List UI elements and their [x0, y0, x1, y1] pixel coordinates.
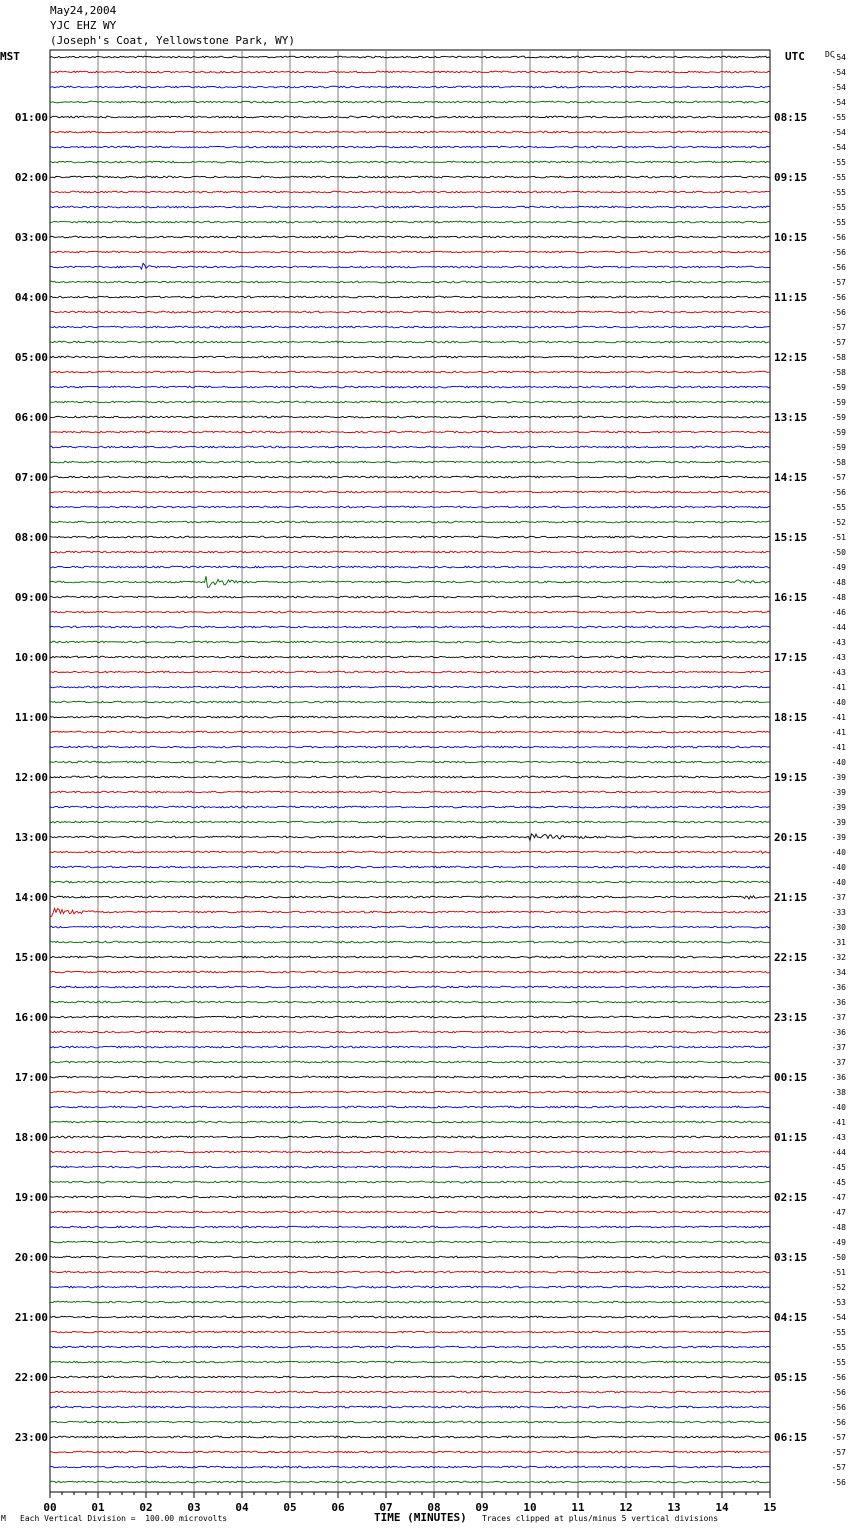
seismic-trace — [50, 401, 770, 403]
seismic-trace — [50, 1241, 770, 1243]
seismic-trace — [50, 821, 770, 823]
seismic-trace — [50, 716, 770, 718]
seismic-trace — [50, 761, 770, 763]
utc-hour-label: 09:15 — [774, 171, 808, 184]
dc-offset-label: -43 — [831, 638, 846, 647]
seismic-trace — [50, 1316, 770, 1318]
dc-offset-label: -54 — [831, 128, 846, 137]
x-tick-label: 15 — [763, 1501, 777, 1514]
seismic-trace — [50, 1076, 770, 1078]
dc-offset-label: -52 — [831, 1283, 846, 1292]
seismic-trace — [50, 626, 770, 628]
utc-hour-label: 08:15 — [774, 111, 808, 124]
dc-offset-label: -37 — [831, 893, 846, 902]
mst-hour-label: 22:00 — [14, 1371, 48, 1384]
x-tick-label: 14 — [715, 1501, 729, 1514]
seismic-trace — [50, 551, 770, 553]
dc-offset-label: -57 — [831, 323, 846, 332]
dc-offset-label: -54 — [831, 53, 846, 62]
dc-offset-label: -58 — [831, 368, 846, 377]
seismic-trace — [50, 191, 770, 193]
seismic-trace — [50, 221, 770, 223]
dc-offset-label: -55 — [831, 1358, 846, 1367]
seismic-trace — [50, 263, 770, 269]
vertical-division-note: Each Vertical Division = 100.00 microvolts — [20, 1514, 228, 1523]
dc-offset-label: -55 — [831, 203, 846, 212]
seismic-trace — [50, 1301, 770, 1303]
dc-offset-label: -50 — [831, 548, 846, 557]
dc-offset-label: -44 — [831, 1148, 846, 1157]
dc-offset-label: -54 — [831, 83, 846, 92]
dc-offset-label: -47 — [831, 1208, 846, 1217]
utc-hour-label: 04:15 — [774, 1311, 808, 1324]
seismic-trace — [50, 566, 770, 568]
dc-offset-label: -57 — [831, 338, 846, 347]
seismic-trace — [50, 341, 770, 343]
dc-offset-label: -41 — [831, 713, 846, 722]
x-tick-label: 01 — [91, 1501, 105, 1514]
dc-offset-label: -56 — [831, 263, 846, 272]
dc-offset-label: -44 — [831, 623, 846, 632]
dc-offset-label: -43 — [831, 653, 846, 662]
seismic-trace — [50, 311, 770, 313]
seismic-trace — [50, 866, 770, 868]
mst-hour-label: 03:00 — [14, 231, 48, 244]
seismic-trace — [50, 881, 770, 883]
dc-offset-label: -55 — [831, 158, 846, 167]
dc-offset-label: -39 — [831, 788, 846, 797]
dc-offset-label: -49 — [831, 1238, 846, 1247]
seismic-trace — [50, 611, 770, 613]
dc-offset-label: -51 — [831, 1268, 846, 1277]
dc-offset-label: -36 — [831, 1028, 846, 1037]
dc-offset-label: -48 — [831, 593, 846, 602]
dc-offset-label: -37 — [831, 1043, 846, 1052]
seismic-trace — [50, 296, 770, 298]
x-tick-label: 10 — [523, 1501, 537, 1514]
dc-offset-label: -45 — [831, 1163, 846, 1172]
dc-offset-label: -40 — [831, 848, 846, 857]
utc-hour-label: 23:15 — [774, 1011, 808, 1024]
seismic-trace — [50, 1346, 770, 1348]
seismic-trace — [50, 86, 770, 88]
dc-offset-label: -58 — [831, 458, 846, 467]
dc-offset-label: -32 — [831, 953, 846, 962]
mst-hour-label: 20:00 — [14, 1251, 48, 1264]
mst-hour-label: 12:00 — [14, 771, 48, 784]
seismic-trace — [50, 746, 770, 748]
dc-offset-label: -31 — [831, 938, 846, 947]
seismic-trace — [50, 656, 770, 658]
seismic-trace — [50, 1136, 770, 1138]
seismic-trace — [50, 281, 770, 283]
mst-hour-label: 16:00 — [14, 1011, 48, 1024]
dc-offset-label: -49 — [831, 563, 846, 572]
dc-offset-label: -56 — [831, 1418, 846, 1427]
utc-hour-label: 14:15 — [774, 471, 808, 484]
utc-hour-label: 17:15 — [774, 651, 808, 664]
seismic-trace — [50, 431, 770, 433]
dc-offset-label: -56 — [831, 1403, 846, 1412]
dc-offset-label: -54 — [831, 98, 846, 107]
dc-offset-label: -57 — [831, 1433, 846, 1442]
dc-column-label: DC — [825, 50, 835, 59]
seismic-trace — [50, 701, 770, 703]
dc-offset-label: -51 — [831, 533, 846, 542]
seismic-trace — [50, 1421, 770, 1423]
seismic-trace — [50, 146, 770, 148]
dc-offset-label: -56 — [831, 233, 846, 242]
dc-offset-label: -37 — [831, 1058, 846, 1067]
seismic-trace — [50, 71, 770, 73]
seismic-trace — [50, 791, 770, 793]
seismic-trace — [50, 1061, 770, 1063]
dc-offset-label: -54 — [831, 68, 846, 77]
x-tick-label: 02 — [139, 1501, 153, 1514]
seismic-trace — [50, 776, 770, 778]
utc-hour-label: 18:15 — [774, 711, 808, 724]
seismic-trace — [50, 1106, 770, 1108]
seismic-trace — [50, 1211, 770, 1213]
seismic-trace — [50, 1046, 770, 1048]
utc-timezone-label: UTC — [785, 50, 805, 63]
dc-offset-label: -55 — [831, 173, 846, 182]
seismic-trace — [50, 536, 770, 538]
seismic-trace — [50, 356, 770, 358]
dc-offset-label: -33 — [831, 908, 846, 917]
dc-offset-label: -56 — [831, 1388, 846, 1397]
seismic-trace — [50, 576, 770, 587]
seismic-trace — [50, 386, 770, 388]
dc-offset-label: -59 — [831, 443, 846, 452]
seismic-trace — [50, 1331, 770, 1333]
seismic-trace — [50, 1016, 770, 1018]
utc-hour-label: 06:15 — [774, 1431, 808, 1444]
dc-offset-label: -40 — [831, 863, 846, 872]
dc-offset-label: -55 — [831, 1343, 846, 1352]
dc-offset-label: -39 — [831, 803, 846, 812]
seismic-trace — [50, 1361, 770, 1363]
dc-offset-label: -30 — [831, 923, 846, 932]
seismic-trace — [50, 1001, 770, 1003]
seismic-trace — [50, 1376, 770, 1378]
mst-hour-label: 13:00 — [14, 831, 48, 844]
utc-hour-label: 19:15 — [774, 771, 808, 784]
seismic-trace — [50, 956, 770, 958]
seismic-trace — [50, 1271, 770, 1273]
seismic-trace — [50, 1031, 770, 1033]
seismic-trace — [50, 731, 770, 733]
x-tick-label: 13 — [667, 1501, 681, 1514]
dc-offset-label: -36 — [831, 1073, 846, 1082]
seismic-trace — [50, 851, 770, 853]
dc-offset-label: -48 — [831, 1223, 846, 1232]
seismic-trace — [50, 161, 770, 163]
utc-hour-label: 15:15 — [774, 531, 808, 544]
seismic-trace — [50, 1091, 770, 1093]
x-tick-label: 11 — [571, 1501, 585, 1514]
utc-hour-label: 16:15 — [774, 591, 808, 604]
seismic-trace — [50, 671, 770, 673]
x-tick-label: 06 — [331, 1501, 345, 1514]
mst-hour-label: 19:00 — [14, 1191, 48, 1204]
dc-offset-label: -56 — [831, 488, 846, 497]
dc-offset-label: -39 — [831, 773, 846, 782]
seismic-trace — [50, 596, 770, 598]
dc-offset-label: -56 — [831, 248, 846, 257]
seismic-trace — [50, 1151, 770, 1153]
dc-offset-label: -45 — [831, 1178, 846, 1187]
clipping-note: Traces clipped at plus/minus 5 vertical divisions — [482, 1514, 719, 1523]
seismic-trace — [50, 461, 770, 463]
dc-offset-label: -50 — [831, 1253, 846, 1262]
dc-offset-label: -55 — [831, 113, 846, 122]
dc-offset-label: -56 — [831, 1373, 846, 1382]
seismic-trace — [50, 1406, 770, 1408]
dc-offset-label: -41 — [831, 683, 846, 692]
mst-hour-label: 07:00 — [14, 471, 48, 484]
seismic-trace — [50, 686, 770, 688]
mst-hour-label: 09:00 — [14, 591, 48, 604]
seismic-trace — [50, 1286, 770, 1288]
dc-offset-label: -40 — [831, 1103, 846, 1112]
seismic-trace — [50, 491, 770, 493]
dc-offset-label: -39 — [831, 818, 846, 827]
seismic-trace — [50, 1166, 770, 1168]
x-tick-label: 12 — [619, 1501, 633, 1514]
mst-hour-label: 23:00 — [14, 1431, 48, 1444]
dc-offset-label: -38 — [831, 1088, 846, 1097]
mst-hour-label: 05:00 — [14, 351, 48, 364]
mst-hour-label: 11:00 — [14, 711, 48, 724]
mst-hour-label: 08:00 — [14, 531, 48, 544]
dc-offset-label: -40 — [831, 758, 846, 767]
dc-offset-label: -41 — [831, 728, 846, 737]
seismic-trace — [50, 1481, 770, 1483]
seismic-trace — [50, 176, 770, 178]
seismic-trace — [50, 476, 770, 478]
dc-offset-label: -56 — [831, 308, 846, 317]
seismic-trace — [50, 941, 770, 943]
dc-offset-label: -43 — [831, 1133, 846, 1142]
x-tick-label: 08 — [427, 1501, 441, 1514]
seismic-trace — [50, 131, 770, 133]
dc-offset-label: -37 — [831, 1013, 846, 1022]
seismic-trace — [50, 1256, 770, 1258]
corner-mark: M — [1, 1514, 6, 1523]
seismic-trace — [50, 326, 770, 328]
mst-hour-label: 06:00 — [14, 411, 48, 424]
utc-hour-label: 11:15 — [774, 291, 808, 304]
utc-hour-label: 10:15 — [774, 231, 808, 244]
seismic-trace — [50, 1436, 770, 1438]
dc-offset-label: -57 — [831, 473, 846, 482]
seismic-trace — [50, 416, 770, 418]
dc-offset-label: -54 — [831, 143, 846, 152]
dc-offset-label: -48 — [831, 578, 846, 587]
dc-offset-label: -57 — [831, 278, 846, 287]
seismic-trace — [50, 926, 770, 928]
utc-hour-label: 20:15 — [774, 831, 808, 844]
seismic-trace — [50, 641, 770, 643]
dc-offset-label: -59 — [831, 383, 846, 392]
dc-offset-label: -58 — [831, 353, 846, 362]
utc-hour-label: 03:15 — [774, 1251, 808, 1264]
utc-hour-label: 02:15 — [774, 1191, 808, 1204]
dc-offset-label: -59 — [831, 428, 846, 437]
x-tick-label: 04 — [235, 1501, 249, 1514]
dc-offset-label: -52 — [831, 518, 846, 527]
x-tick-label: 03 — [187, 1501, 201, 1514]
seismic-trace — [50, 251, 770, 253]
dc-offset-label: -56 — [831, 1478, 846, 1487]
utc-hour-label: 05:15 — [774, 1371, 808, 1384]
dc-offset-label: -40 — [831, 878, 846, 887]
recording-date: May24,2004 — [50, 4, 117, 17]
x-tick-label: 09 — [475, 1501, 489, 1514]
seismic-trace — [50, 1181, 770, 1183]
seismic-trace — [50, 806, 770, 808]
seismic-trace — [50, 908, 770, 916]
x-axis-label: TIME (MINUTES) — [374, 1511, 467, 1524]
dc-offset-label: -39 — [831, 833, 846, 842]
station-code: YJC EHZ WY — [50, 19, 117, 32]
seismic-trace — [50, 896, 770, 899]
dc-offset-label: -40 — [831, 698, 846, 707]
utc-hour-label: 21:15 — [774, 891, 808, 904]
x-tick-label: 05 — [283, 1501, 297, 1514]
dc-offset-label: -41 — [831, 743, 846, 752]
mst-hour-label: 15:00 — [14, 951, 48, 964]
mst-hour-label: 17:00 — [14, 1071, 48, 1084]
seismic-trace — [50, 1466, 770, 1468]
dc-offset-label: -56 — [831, 293, 846, 302]
dc-offset-label: -34 — [831, 968, 846, 977]
dc-offset-label: -43 — [831, 668, 846, 677]
seismic-trace — [50, 506, 770, 508]
seismic-trace — [50, 1196, 770, 1198]
seismic-trace — [50, 56, 770, 58]
dc-offset-label: -54 — [831, 1313, 846, 1322]
seismic-trace — [50, 236, 770, 238]
seismic-trace — [50, 1451, 770, 1453]
dc-offset-label: -47 — [831, 1193, 846, 1202]
mst-hour-label: 02:00 — [14, 171, 48, 184]
local-timezone-label: MST — [0, 50, 20, 63]
dc-offset-label: -41 — [831, 1118, 846, 1127]
mst-hour-label: 04:00 — [14, 291, 48, 304]
seismic-trace — [50, 971, 770, 973]
dc-offset-label: -59 — [831, 398, 846, 407]
station-location: (Joseph's Coat, Yellowstone Park, WY) — [50, 34, 296, 47]
mst-hour-label: 21:00 — [14, 1311, 48, 1324]
dc-offset-label: -36 — [831, 983, 846, 992]
seismic-trace — [50, 101, 770, 103]
seismic-trace — [50, 206, 770, 208]
dc-offset-label: -55 — [831, 188, 846, 197]
dc-offset-label: -53 — [831, 1298, 846, 1307]
mst-hour-label: 01:00 — [14, 111, 48, 124]
mst-hour-label: 18:00 — [14, 1131, 48, 1144]
dc-offset-label: -57 — [831, 1448, 846, 1457]
x-tick-label: 07 — [379, 1501, 393, 1514]
utc-hour-label: 12:15 — [774, 351, 808, 364]
seismic-trace — [50, 986, 770, 988]
dc-offset-label: -55 — [831, 1328, 846, 1337]
dc-offset-label: -46 — [831, 608, 846, 617]
seismic-trace — [50, 834, 770, 841]
dc-offset-label: -57 — [831, 1463, 846, 1472]
utc-hour-label: 01:15 — [774, 1131, 808, 1144]
utc-hour-label: 00:15 — [774, 1071, 808, 1084]
mst-hour-label: 10:00 — [14, 651, 48, 664]
utc-hour-label: 22:15 — [774, 951, 808, 964]
seismic-trace — [50, 371, 770, 373]
dc-offset-label: -36 — [831, 998, 846, 1007]
seismic-trace — [50, 116, 770, 118]
mst-hour-label: 14:00 — [14, 891, 48, 904]
x-tick-label: 00 — [43, 1501, 57, 1514]
dc-offset-label: -55 — [831, 503, 846, 512]
dc-offset-label: -59 — [831, 413, 846, 422]
seismic-trace — [50, 1121, 770, 1123]
seismic-trace — [50, 1226, 770, 1228]
seismic-trace — [50, 446, 770, 448]
utc-hour-label: 13:15 — [774, 411, 808, 424]
seismic-trace — [50, 521, 770, 523]
seismic-trace — [50, 1391, 770, 1393]
dc-offset-label: -55 — [831, 218, 846, 227]
